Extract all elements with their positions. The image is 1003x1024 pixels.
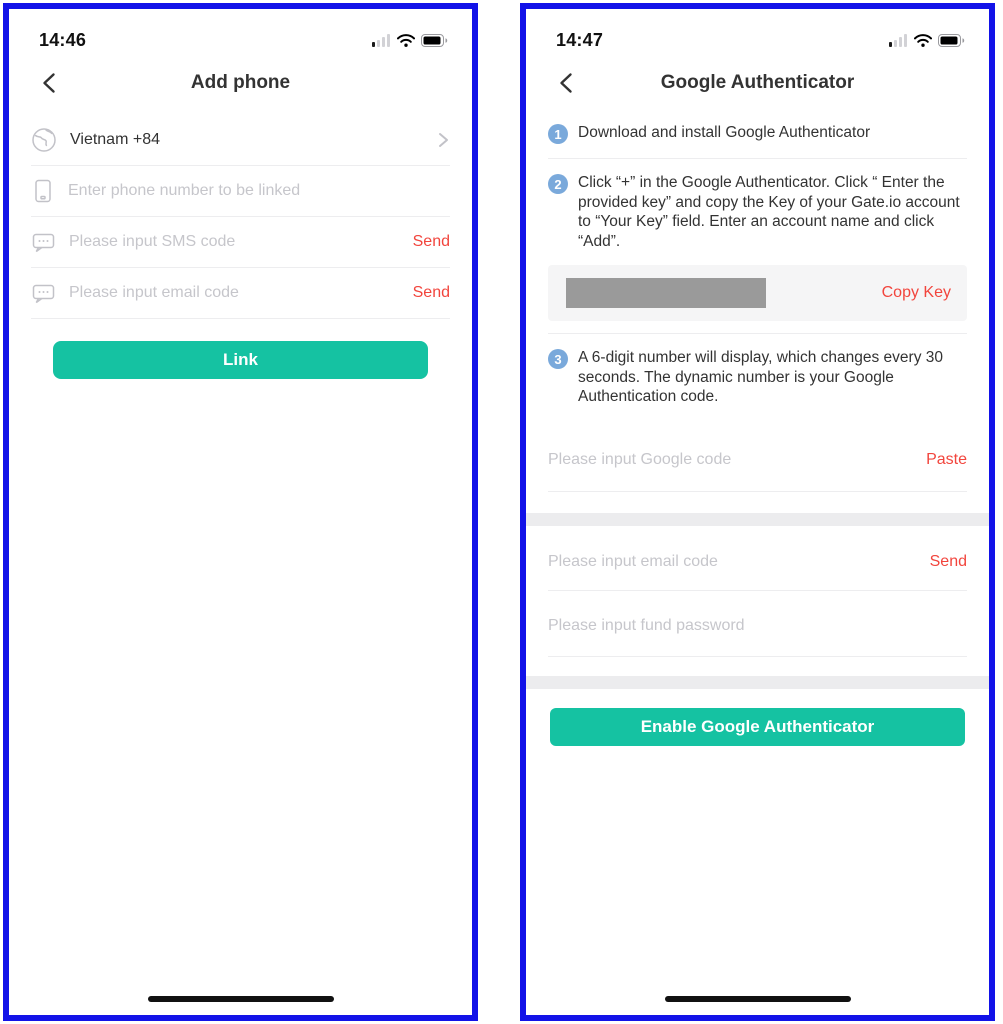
secret-key-redacted [566,278,766,308]
google-authenticator-screen [520,3,995,1021]
message-bubble-icon [31,230,56,255]
step-3-badge: 3 [548,349,568,369]
email-code-input[interactable] [548,553,930,571]
back-button[interactable] [552,69,580,97]
authenticator-setup [526,109,989,746]
message-bubble-icon [31,281,56,306]
secret-key-box [548,265,967,321]
send-sms-button[interactable]: Send [412,233,450,250]
status-bar [526,9,989,57]
nav-bar [526,57,989,109]
input-underline [548,491,967,492]
input-underline [548,590,967,591]
copy-key-button[interactable]: Copy Key [881,284,951,301]
phone-number-row [31,166,450,217]
phone-number-input[interactable] [68,182,450,200]
status-time: 14:47 [556,29,604,50]
page-title: Google Authenticator [660,72,855,93]
chevron-left-icon [39,72,59,94]
step-2 [548,159,967,251]
step-3 [548,334,967,407]
page-title: Add phone [190,72,291,93]
section-separator [526,676,989,689]
globe-icon [31,127,57,153]
step-1 [548,109,967,144]
enable-google-authenticator-button[interactable]: Enable Google Authenticator [550,708,965,746]
send-email-button[interactable]: Send [929,552,967,570]
google-code-input[interactable] [548,451,926,469]
email-code-row [31,268,450,319]
link-button[interactable]: Link [53,341,428,379]
input-underline [548,656,967,657]
email-code-row [548,553,967,571]
step-1-text: Download and install Google Authenticator [578,124,871,141]
step-3-text: A 6-digit number will display, which changes every 30 seconds. The dynamic number is your Google Authentication code. [578,349,944,405]
add-phone-form [9,109,472,379]
status-icons [889,34,965,47]
signal-icon [372,34,391,47]
home-indicator[interactable] [148,996,334,1002]
country-label: Vietnam +84 [70,131,160,148]
send-email-button[interactable]: Send [412,284,450,301]
add-phone-screen [3,3,478,1021]
status-icons [372,34,448,47]
step-2-text: Click “+” in the Google Authenticator. Click “ Enter the provided key” and copy the Key of your Gate.io account to “Your Key” field. Enter an account name and click “Add”. [578,174,960,250]
paste-button[interactable]: Paste [926,450,967,468]
wifi-icon [914,34,932,47]
back-button[interactable] [35,69,63,97]
sms-code-input[interactable] [69,233,400,251]
email-code-input[interactable] [69,284,400,302]
status-bar [9,9,472,57]
status-time: 14:46 [39,29,87,50]
country-selector-row[interactable] [31,115,450,166]
chevron-left-icon [556,72,576,94]
home-indicator[interactable] [665,996,851,1002]
wifi-icon [397,34,415,47]
section-separator [526,513,989,526]
phone-icon [31,178,55,204]
step-1-badge: 1 [548,124,568,144]
battery-icon [938,34,965,47]
google-code-row [548,451,967,469]
sms-code-row [31,217,450,268]
chevron-right-icon [436,131,450,149]
step-2-badge: 2 [548,174,568,194]
battery-icon [421,34,448,47]
fund-password-row [548,617,967,635]
nav-bar [9,57,472,109]
signal-icon [889,34,908,47]
fund-password-input[interactable] [548,617,967,635]
